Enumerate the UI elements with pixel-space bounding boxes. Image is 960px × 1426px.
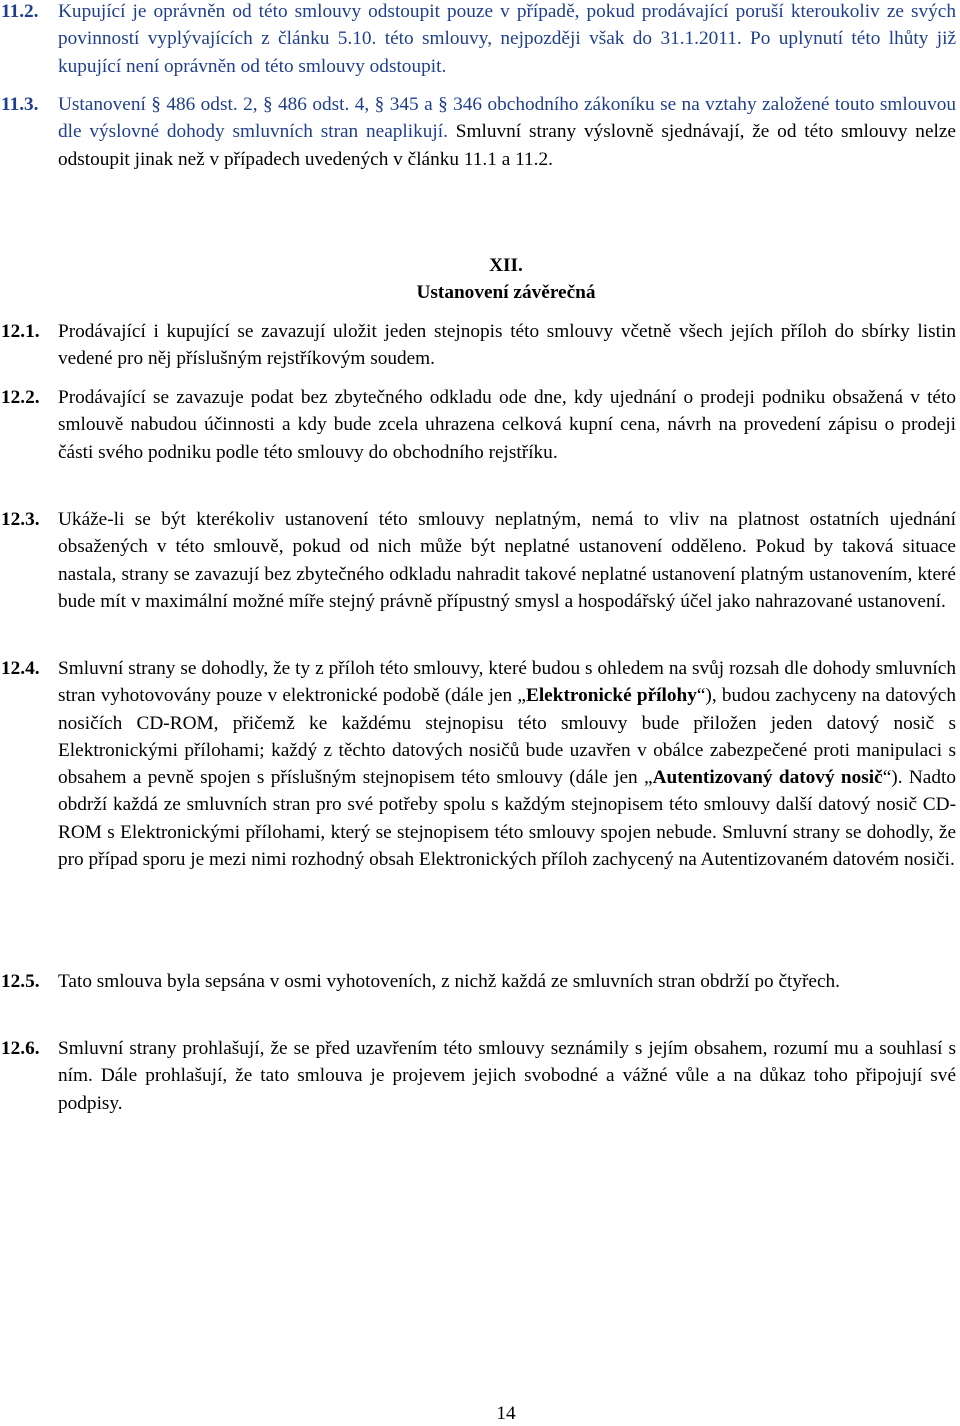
clause-text (58, 91, 956, 173)
defined-term: Autentizovaný datový nosič (652, 767, 883, 789)
clause-text-part: Smluvní strany se dohodly, že ty z příloh této smlouvy, které budou s ohledem na svůj rozsah dle dohody smluvních stran vyhotovovány pouze v elektronické podobě (dále jen „ (58, 658, 956, 707)
clause-text: Prodávající se zavazuje podat bez zbytečného odkladu ode dne, kdy ujednání o prodeji podniku obsažená v této smlouvě nabudou účinnosti a kdy bude zcela uhrazena celková kupní cena, návrh na provedení zápisu o prodeji části svého podniku podle této smlouvy do obchodního rejstříku. (58, 387, 956, 463)
clause-text: Smluvní strany prohlašují, že se před uzavřením této smlouvy seznámily s jejím obsahem, rozumí mu a souhlasí s ním. Dále prohlašují, že tato smlouva je projevem jejich svobodné a vážné vůle a na důkaz toho připojují své podpisy. (58, 1038, 956, 1114)
page-number: 14 (496, 1403, 516, 1424)
clause-number: 12.3. (1, 509, 40, 530)
clause-text: Ukáže-li se být kterékoliv ustanovení této smlouvy neplatným, nemá to vliv na platnost ostatních ujednání obsažených v této smlouvě, pokud od nich může být neplatné ustanovení odděleno. Pokud by taková situace nastala, strany se zavazují bez zbytečného odkladu nahradit takové neplatné ustanovení platným ustanovením, které bude mít v maximální možné míře stejný právně přípustný smysl a hospodářský účel jako nahrazované ustanovení. (58, 509, 956, 612)
clause-12-1 (0, 318, 956, 373)
clause-text: Prodávající i kupující se zavazují uložit jeden stejnopis této smlouvy včetně všech jejích příloh do sbírky listin vedené pro něj příslušným rejstříkovým soudem. (58, 321, 956, 370)
clause-text-part: Smluvní strany výslovně sjednávají, že od této smlouvy nelze odstoupit jinak než v případech uvedených v článku 11.1 a 11.2. (58, 121, 956, 170)
clause-text: Kupující je oprávněn od této smlouvy odstoupit pouze v případě, pokud prodávající poruší kteroukoliv ze svých povinností vyplývajících z článku 5.10. této smlouvy, nejpozději však do 31.1.2011. Po uplynutí této lhůty již kupující není oprávněn od této smlouvy odstoupit. (58, 1, 956, 77)
clause-text-part: Ustanovení § 486 odst. 2, § 486 odst. 4, § 345 a § 346 obchodního zákoníku se na vztahy založené touto smlouvou dle výslovné dohody smluvních stran neaplikují. (58, 94, 956, 143)
clause-12-2 (0, 384, 956, 466)
clause-12-4 (0, 655, 956, 873)
clause-12-3 (0, 506, 956, 615)
clause-number: 11.3. (1, 94, 39, 115)
clause-text: Tato smlouva byla sepsána v osmi vyhotoveních, z nichž každá ze smluvních stran obdrží po čtyřech. (58, 971, 840, 992)
clause-text-part: “), budou zachyceny na datových nosičích CD-ROM, přičemž ke každému stejnopisu této smlouvy bude přiložen jeden datový nosič s Elektronickými přílohami; každý z těchto datových nosičů bude uzavřen v obálce zabezpečené proti manipulaci s obsahem a pevně spojen s příslušným stejnopisem této smlouvy (dále jen „ (58, 685, 956, 789)
clause-number: 12.1. (1, 321, 40, 342)
clause-number: 11.2. (1, 1, 39, 22)
defined-term: Elektronické přílohy (525, 685, 697, 707)
section-title: Ustanovení závěrečná (416, 282, 596, 303)
clause-text (58, 655, 956, 873)
clause-number: 12.6. (1, 1038, 40, 1059)
clause-11-3 (0, 91, 956, 173)
clause-12-5 (0, 968, 956, 995)
clause-number: 12.5. (1, 971, 40, 992)
clause-11-2 (0, 0, 956, 80)
clause-12-6 (0, 1035, 956, 1117)
clause-text-part: “). Nadto obdrží každá ze smluvních stran pro své potřeby spolu s každým stejnopisem této smlouvy další datový nosič CD-ROM s Elektronickými přílohami, který se stejnopisem této smlouvy spojen nebude. Smluvní strany se dohodly, že pro případ sporu je mezi nimi rozhodný obsah Elektronických příloh zachycený na Autentizovaném datovém nosiči. (58, 767, 956, 871)
clause-number: 12.2. (1, 387, 40, 408)
clause-number: 12.4. (1, 658, 40, 679)
section-number: XII. (489, 255, 523, 276)
